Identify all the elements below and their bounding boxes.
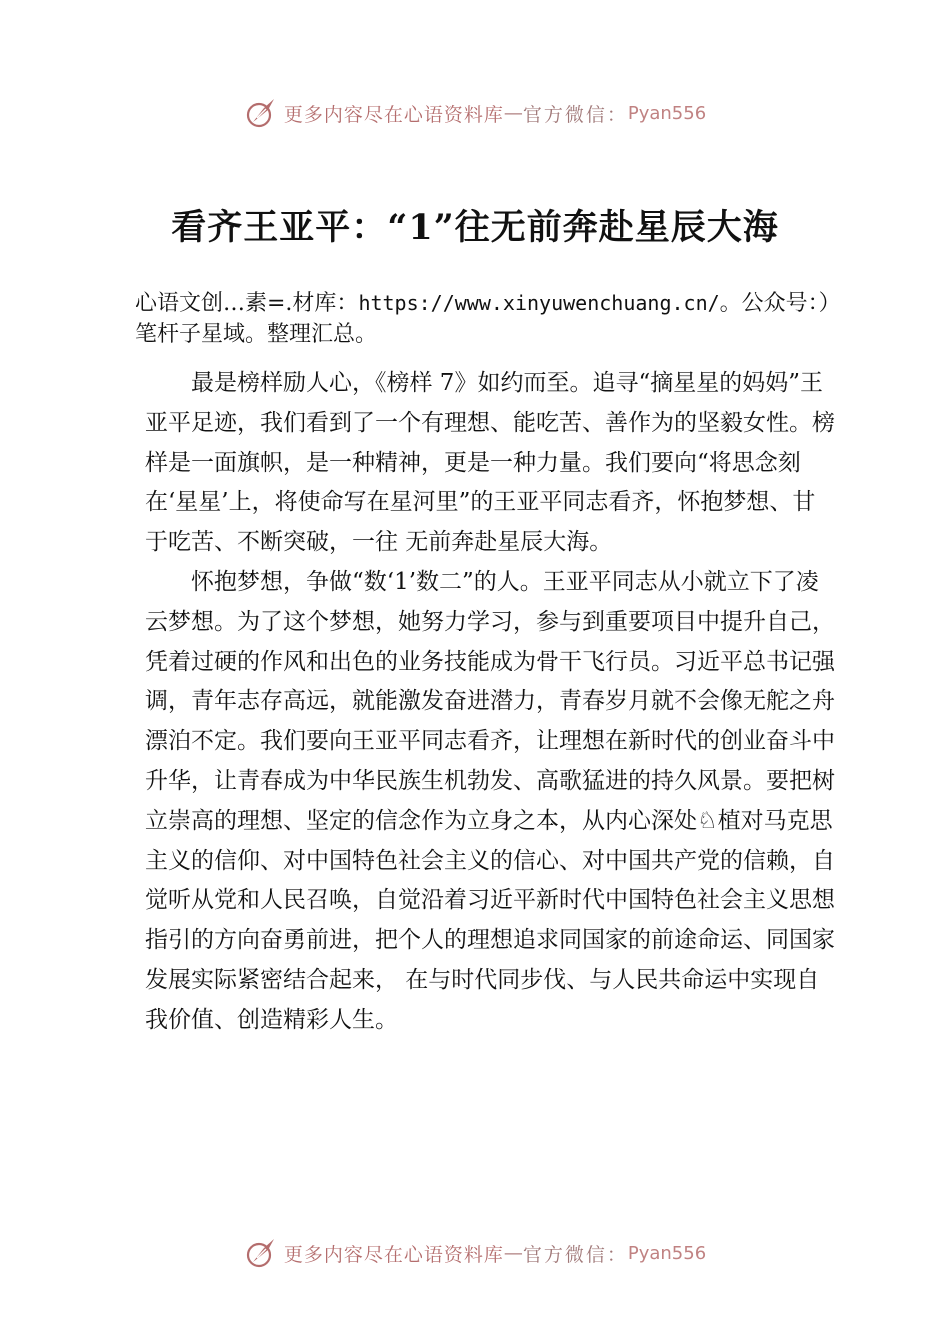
source-url-link[interactable]: https://www.xinyuwenchuang.cn/ <box>358 291 720 315</box>
brand-wechat-label: 官方微信： <box>522 1243 628 1266</box>
article-body <box>145 364 835 1041</box>
source-suffix: 。公众号：）笔杆子星域。整理汇总。 <box>135 291 830 347</box>
paragraph-2: 怀抱梦想，争做“数‘1’数二”的人。王亚平同志从小就立下了凌云梦想。为了这个梦想，她努力学习，参与到重要项目中提升自己，凭着过硬的作风和出色的业务技能成为骨干飞行员。习近平总书记强调，青年志存高远，就能激发奋进潜力，青春岁月就不会像无舵之舟漂泊不定。我们要向王亚平同志看齐，让理想在新时代的创业奋斗中升华，让青春成为中华民族生机勃发、高歌猛进的持久风景。要把树立崇高的理想、坚定的信念作为立身之本，从内心深处♘植对马克思主义的信仰、对中国特色社会主义的信心、对中国共产党的信赖，自觉听从党和人民召唤，自觉沿着习近平新时代中国特色社会主义思想指引的方向奋勇前进，把个人的理想追求同国家的前途命运、同国家发展实际紧密结合起来， 在与时代同步伐、与人民共命运中实现自我价值、创造精彩人生。 <box>145 568 835 1033</box>
brand-title: 更多内容尽在心语资料库 <box>283 103 504 126</box>
article-title: 看齐王亚平：“1”往无前奔赴星辰大海 <box>171 207 779 248</box>
brand-separator: — <box>503 1242 523 1264</box>
brand-wechat-label: 官方微信： <box>522 103 628 126</box>
brand-wechat-id: Pyan556 <box>627 1242 707 1264</box>
quill-logo-icon <box>244 96 278 130</box>
brand-separator: — <box>503 102 523 124</box>
paragraph-1: 最是榜样励人心，《榜样 7》如约而至。追寻“摘星星的妈妈”王亚平足迹，我们看到了一个有理想、能吃苦、善作为的坚毅女性。榜样是一面旗帜，是一种精神，更是一种力量。我们要向“将思念刻在‘星星’上，将使命写在星河里”的王亚平同志看齐，怀抱梦想、甘于吃苦、不断突破，一往 无前奔赴星辰大海。 <box>145 370 835 556</box>
header-brand-bar <box>0 96 950 130</box>
source-prefix: 心语文创…素=.材库： <box>135 291 359 316</box>
brand-wechat-id: Pyan556 <box>627 102 707 124</box>
quill-logo-icon <box>244 1236 278 1270</box>
brand-title: 更多内容尽在心语资料库 <box>283 1243 504 1266</box>
source-line <box>135 288 835 350</box>
footer-brand-bar <box>0 1236 950 1270</box>
